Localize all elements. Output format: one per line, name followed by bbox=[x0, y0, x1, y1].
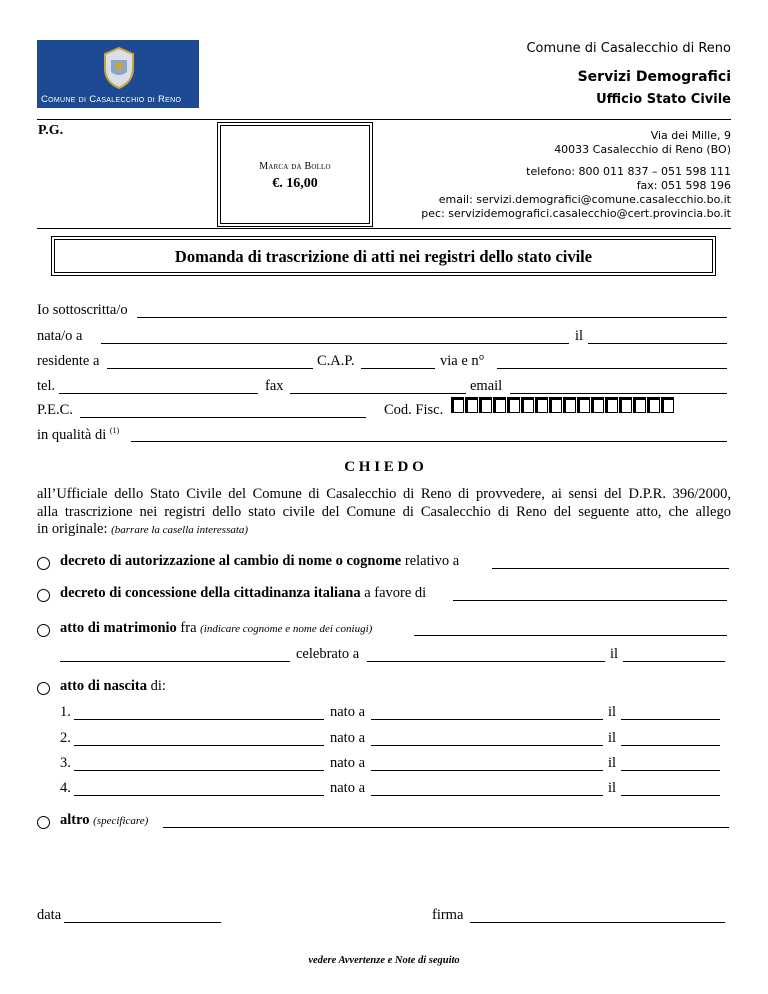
nascita-row-3-luogo[interactable] bbox=[371, 770, 603, 771]
data-field[interactable] bbox=[64, 922, 221, 923]
nascita-row-3-data[interactable] bbox=[621, 770, 720, 771]
cod-fisc-boxes[interactable] bbox=[451, 397, 675, 413]
nascita-row-4-num: 4. bbox=[60, 780, 71, 796]
nascita-row-4-nato: nato a bbox=[330, 780, 366, 796]
nato-il-label: il bbox=[575, 328, 584, 344]
firma-label: firma bbox=[432, 907, 464, 923]
nascita-row-2-num: 2. bbox=[60, 730, 71, 746]
cap-label: C.A.P. bbox=[317, 353, 355, 369]
cod-fisc-label: Cod. Fisc. bbox=[384, 402, 444, 418]
firma-field[interactable] bbox=[470, 922, 725, 923]
nascita-bold: atto di nascita bbox=[60, 678, 147, 694]
altro-label bbox=[60, 812, 148, 829]
decreto-nome-rest: relativo a bbox=[404, 553, 460, 569]
via-label: via e n° bbox=[440, 353, 485, 369]
marca-label: Marca da Bollo bbox=[259, 161, 331, 172]
altro-bold: altro bbox=[60, 812, 90, 828]
cf-box[interactable] bbox=[507, 397, 520, 413]
matrimonio-label bbox=[60, 620, 372, 637]
intro-paragraph bbox=[37, 486, 731, 540]
fax-field[interactable] bbox=[290, 393, 466, 394]
ufficio-heading: Ufficio Stato Civile bbox=[596, 92, 731, 107]
cf-box[interactable] bbox=[619, 397, 632, 413]
cf-box[interactable] bbox=[479, 397, 492, 413]
decreto-citt-rest: a favore di bbox=[364, 585, 427, 601]
tel-label: tel. bbox=[37, 378, 56, 394]
qualita-text: in qualità di bbox=[37, 426, 107, 443]
decreto-nome-label bbox=[60, 553, 459, 570]
altro-note: (specificare) bbox=[93, 815, 149, 827]
pec-label: P.E.C. bbox=[37, 402, 73, 418]
matrimonio-field-2[interactable] bbox=[60, 661, 290, 662]
cf-box[interactable] bbox=[549, 397, 562, 413]
cf-box[interactable] bbox=[521, 397, 534, 413]
qualita-field[interactable] bbox=[131, 441, 727, 442]
nascita-row-3-num: 3. bbox=[60, 755, 71, 771]
nascita-row-2-nato: nato a bbox=[330, 730, 366, 746]
radio-decreto-nome[interactable] bbox=[37, 557, 50, 570]
pec-field[interactable] bbox=[80, 417, 366, 418]
footer-note: vedere Avvertenze e Note di seguito bbox=[308, 955, 460, 966]
nato-a-label: nata/o a bbox=[37, 328, 83, 344]
cf-box[interactable] bbox=[661, 397, 674, 413]
cf-box[interactable] bbox=[605, 397, 618, 413]
residente-label: residente a bbox=[37, 353, 100, 369]
comune-logo bbox=[37, 40, 199, 108]
servizi-heading: Servizi Demografici bbox=[577, 69, 731, 85]
comune-name: Comune di Casalecchio di Reno bbox=[526, 41, 731, 56]
nascita-row-1-num: 1. bbox=[60, 704, 71, 720]
nascita-row-4-luogo[interactable] bbox=[371, 795, 603, 796]
via-field[interactable] bbox=[497, 368, 727, 369]
radio-decreto-cittadinanza[interactable] bbox=[37, 589, 50, 602]
matrimonio-rest: fra bbox=[180, 620, 197, 636]
cf-box[interactable] bbox=[535, 397, 548, 413]
intro-line-3: in originale: bbox=[37, 521, 108, 537]
data-label: data bbox=[37, 907, 62, 923]
marca-da-bollo-box bbox=[217, 122, 373, 227]
decreto-nome-field[interactable] bbox=[492, 568, 729, 569]
decreto-nome-bold: decreto di autorizzazione al cambio di nome o cognome bbox=[60, 553, 402, 569]
email-label: email bbox=[470, 378, 503, 394]
nascita-row-2-il: il bbox=[608, 730, 617, 746]
nato-il-field[interactable] bbox=[588, 343, 727, 344]
nascita-row-3-field[interactable] bbox=[74, 770, 324, 771]
cf-box[interactable] bbox=[563, 397, 576, 413]
marca-value: €. 16,00 bbox=[272, 176, 318, 191]
matrimonio-note: (indicare cognome e nome dei coniugi) bbox=[200, 623, 373, 635]
cf-box[interactable] bbox=[451, 397, 464, 413]
matrimonio-bold: atto di matrimonio bbox=[60, 620, 177, 636]
cf-box[interactable] bbox=[465, 397, 478, 413]
contact-block bbox=[421, 129, 731, 221]
qualita-note: (1) bbox=[109, 426, 120, 435]
altro-field[interactable] bbox=[163, 827, 729, 828]
celebrato-il-label: il bbox=[610, 646, 619, 662]
page-title: Domanda di trascrizione di atti nei registri dello stato civile bbox=[174, 247, 593, 266]
tel-field[interactable] bbox=[59, 393, 258, 394]
cf-box[interactable] bbox=[647, 397, 660, 413]
sottoscritto-field[interactable] bbox=[137, 317, 727, 318]
celebrato-label: celebrato a bbox=[296, 646, 360, 662]
nascita-row-3-il: il bbox=[608, 755, 617, 771]
matrimonio-field[interactable] bbox=[414, 635, 727, 636]
qualita-label bbox=[37, 426, 119, 444]
nascita-row-4-field[interactable] bbox=[74, 795, 324, 796]
radio-altro[interactable] bbox=[37, 816, 50, 829]
nascita-row-2-luogo[interactable] bbox=[371, 745, 603, 746]
radio-matrimonio[interactable] bbox=[37, 624, 50, 637]
fax-label: fax bbox=[265, 378, 284, 394]
fax-line: fax: 051 598 196 bbox=[636, 179, 731, 192]
radio-nascita[interactable] bbox=[37, 682, 50, 695]
logo-text: Comune di Casalecchio di Reno bbox=[41, 94, 182, 105]
coat-of-arms-icon bbox=[99, 46, 139, 90]
celebrato-field[interactable] bbox=[367, 661, 605, 662]
intro-line-2: alla trascrizione nei registri dello stato civile del Comune di Casalecchio di Reno del seguente atto, che allego bbox=[37, 503, 731, 520]
intro-line-1: all’Ufficiale dello Stato Civile del Comune di Casalecchio di Reno di provvedere, ai sensi del D.P.R. 396/2000, bbox=[37, 486, 731, 502]
email-field[interactable] bbox=[510, 393, 727, 394]
nascita-rest: di: bbox=[150, 678, 166, 694]
pg-label: P.G. bbox=[38, 123, 64, 138]
celebrato-il-field[interactable] bbox=[623, 661, 725, 662]
header-rule bbox=[37, 119, 731, 120]
nascita-label bbox=[60, 678, 166, 695]
cap-field[interactable] bbox=[361, 368, 435, 369]
nascita-row-2-field[interactable] bbox=[74, 745, 324, 746]
nascita-row-4-data[interactable] bbox=[621, 795, 720, 796]
phone-line: telefono: 800 011 837 – 051 598 111 bbox=[526, 165, 731, 178]
nato-a-field[interactable] bbox=[101, 343, 569, 344]
cf-box[interactable] bbox=[577, 397, 590, 413]
cf-box[interactable] bbox=[591, 397, 604, 413]
chiedo-heading: C H I E D O bbox=[344, 459, 424, 475]
nascita-row-3-nato: nato a bbox=[330, 755, 366, 771]
nascita-row-2-data[interactable] bbox=[621, 745, 720, 746]
nascita-row-1-il: il bbox=[608, 704, 617, 720]
nascita-row-1-nato: nato a bbox=[330, 704, 366, 720]
address-line-1: Via dei Mille, 9 bbox=[650, 129, 731, 142]
nascita-row-4-il: il bbox=[608, 780, 617, 796]
nascita-row-1-field[interactable] bbox=[74, 719, 324, 720]
title-box bbox=[51, 236, 716, 276]
decreto-citt-label bbox=[60, 585, 426, 602]
cf-box[interactable] bbox=[493, 397, 506, 413]
nascita-row-1-luogo[interactable] bbox=[371, 719, 603, 720]
decreto-citt-field[interactable] bbox=[453, 600, 727, 601]
email-line: email: servizi.demografici@comune.casalecchio.bo.it bbox=[438, 193, 731, 206]
nascita-row-1-data[interactable] bbox=[621, 719, 720, 720]
contacts-rule bbox=[37, 228, 731, 229]
sottoscritto-label: Io sottoscritta/o bbox=[37, 302, 128, 318]
address-line-2: 40033 Casalecchio di Reno (BO) bbox=[554, 143, 731, 156]
cf-box[interactable] bbox=[633, 397, 646, 413]
pec-line: pec: servizidemografici.casalecchio@cert.provincia.bo.it bbox=[421, 207, 731, 220]
decreto-citt-bold: decreto di concessione della cittadinanza italiana bbox=[60, 585, 361, 601]
residente-field[interactable] bbox=[107, 368, 313, 369]
intro-note: (barrare la casella interessata) bbox=[111, 524, 249, 536]
